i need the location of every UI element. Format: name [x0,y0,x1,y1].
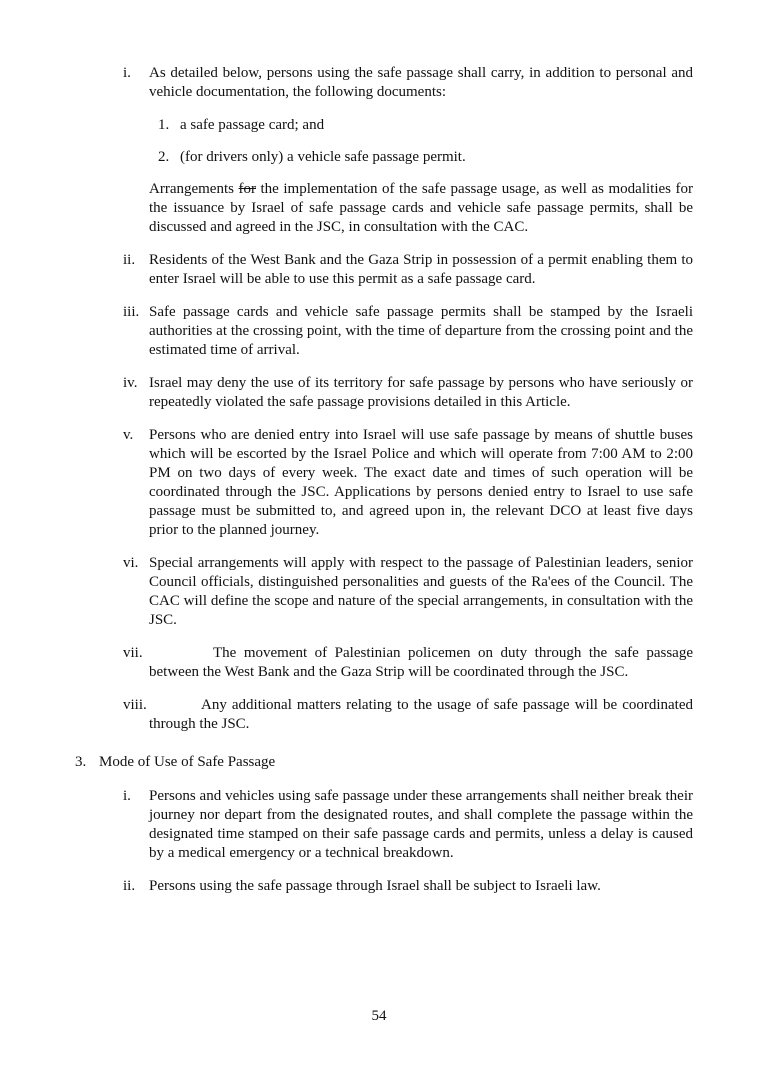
list-marker: viii. [123,697,147,713]
list-text: The movement of Palestinian policemen on duty through the safe passage between the West Bank and the Gaza Strip will be coordinated through the JSC. [149,645,693,680]
section-heading-3 [75,753,693,772]
list-text: Safe passage cards and vehicle safe passage permits shall be stamped by the Israeli authorities at the crossing point, with the time of departure from the crossing point and the estimated time of arrival. [149,304,693,358]
list-marker: ii. [123,252,136,268]
list-text: Special arrangements will apply with respect to the passage of Palestinian leaders, senior Council officials, distinguished personalities and guests of the Ra'ees of the Council. The CAC will define the scope and nature of the special arrangements, in consultation with the JSC. [149,555,693,628]
roman-item-ii [123,251,693,289]
struck-word: for [238,181,256,197]
roman-item-i-mode [123,787,693,863]
roman-item-iii [123,303,693,360]
list-marker: ii. [123,878,136,894]
roman-item-v [123,426,693,540]
continuation-paragraph [149,180,693,237]
list-text: Persons who are denied entry into Israel will use safe passage by means of shuttle buses which will be escorted by the Israel Police and which will operate from 7:00 AM to 2:00 PM on two days of every week. The exact date and times of such operation will be coordinated through the JSC. Applications by persons denied entry to Israel to use safe passage must be submitted to, and agreed upon in, the relevant DCO at least five days prior to the planned journey. [149,427,693,538]
list-marker: vii. [123,645,143,661]
roman-item-vi [123,554,693,630]
list-marker: i. [123,65,131,81]
list-marker: iv. [123,375,138,391]
roman-item-vii [123,644,693,682]
list-marker: vi. [123,555,139,571]
numbered-item-1 [158,116,693,135]
list-text: Persons and vehicles using safe passage under these arrangements shall neither break their journey nor depart from the designated routes, and shall complete the passage within the designated time stamped on their safe passage cards and permits, unless a delay is caused by a medical emergency or a technical breakdown. [149,788,693,861]
paragraph-text-post: the implementation of the safe passage usage, as well as modalities for the issuance by Israel of safe passage cards and vehicle safe passage permits, shall be discussed and agreed in the JSC, in consultation with the CAC. [149,181,694,235]
paragraph-text-pre: Arrangements [149,181,239,197]
list-text: Any additional matters relating to the usage of safe passage will be coordinated through the JSC. [149,697,693,732]
list-marker: 1. [158,117,170,133]
list-text: Persons using the safe passage through Israel shall be subject to Israeli law. [149,878,601,894]
list-marker: iii. [123,304,140,320]
roman-item-viii [123,696,693,734]
list-marker: 2. [158,149,170,165]
numbered-item-2 [158,148,693,167]
list-text: (for drivers only) a vehicle safe passage permit. [180,149,466,165]
list-marker: 3. [75,754,87,770]
list-text: Residents of the West Bank and the Gaza Strip in possession of a permit enabling them to enter Israel will be able to use this permit as a safe passage card. [149,252,693,287]
page-number: 54 [371,1008,387,1024]
roman-item-ii-mode [123,877,693,896]
section-title: Mode of Use of Safe Passage [99,754,276,770]
list-text: As detailed below, persons using the safe passage shall carry, in addition to personal and vehicle documentation, the following documents: [149,65,693,100]
list-marker: v. [123,427,134,443]
roman-item-iv [123,374,693,412]
roman-item-i [123,64,693,102]
list-text: Israel may deny the use of its territory for safe passage by persons who have seriously or repeatedly violated the safe passage provisions detailed in this Article. [149,375,693,410]
list-text: a safe passage card; and [180,117,325,133]
list-marker: i. [123,788,131,804]
